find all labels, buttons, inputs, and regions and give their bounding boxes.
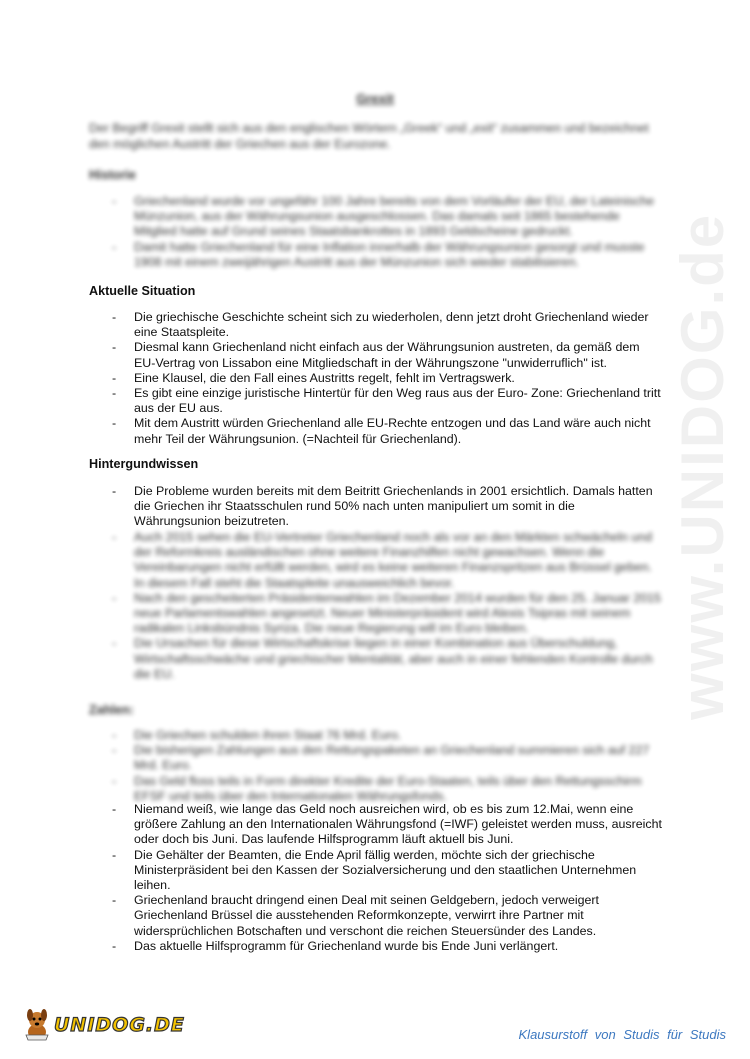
list-item: - Auch 2015 sehen die EU-Vertreter Griechenland noch als vor an den Märkten schwächeln und der Reformkreis ausländischen ohne weitere Finanzhilfen nicht gewachsen. Wenn die Vereinbarungen nicht erfüllt werden, wird es keine weiteren Finanzspritzen aus Brüssel geben. In diesem Fall steht die Staatspleite unausweichlich bevor. bbox=[112, 530, 652, 590]
heading-zahlen: Zahlen: bbox=[89, 703, 134, 717]
heading-aktuelle-situation: Aktuelle Situation bbox=[89, 284, 196, 298]
list-item: - Die Griechen schulden ihren Staat 76 Mrd. Euro. bbox=[112, 728, 402, 742]
list-item: - Die Gehälter der Beamten, die Ende April fällig werden, möchte sich der griechische Ministerpräsident bei den Kassen der Sozialversicherung und den staatlichen Unternehmen leihen. bbox=[112, 847, 637, 893]
list-item: - Die Ursachen für diese Wirtschaftskrise liegen in einer Kombination aus Überschuldung, Wirtschaftsschwäche und griechischer Mentalität, aber auch in einer fehlenden Kontrolle durch die EU. bbox=[112, 636, 653, 681]
zahlen-list bbox=[89, 802, 664, 954]
logo-text: UNIDOG.DE bbox=[54, 1014, 185, 1036]
aktuelle-situation-list bbox=[89, 310, 664, 447]
unidog-logo[interactable] bbox=[24, 1008, 185, 1042]
list-item: - Die Probleme wurden bereits mit dem Beitritt Griechenlands in 2001 ersichtlich. Damals hatten die Griechen ihr Staatsschulen rund 50% nach unten manipuliert um somit in die Währungsunion beizutreten. bbox=[112, 484, 653, 529]
zahlen-blurred-list bbox=[89, 728, 664, 804]
heading-historie: Historie bbox=[89, 168, 136, 182]
list-item: - Es gibt eine einzige juristische Hintertür für den Weg raus aus der Euro- Zone: Griechenland tritt aus der EU aus. bbox=[112, 386, 661, 416]
intro-paragraph: Der Begriff Grexit stellt sich aus den englischen Wörtern „Greek“ und „exit“ zusammen und bezeichnet den möglichen Austritt der Griechen aus der Eurozone. bbox=[89, 121, 649, 151]
hintergrundwissen-list bbox=[89, 484, 664, 530]
list-item: - Mit dem Austritt würden Griechenland alle EU-Rechte entzogen und das Land wäre auch nicht mehr Teil der Währungsunion. (=Nachteil für Griechenland). bbox=[112, 416, 651, 446]
list-item: - Die griechische Geschichte scheint sich zu wiederholen, denn jetzt droht Griechenland wieder eine Staatspleite. bbox=[112, 310, 649, 340]
list-item: - Nach den gescheiterten Präsidentenwahlen im Dezember 2014 wurden für den 25. Januar 2015 neue Parlamentswahlen angesetzt. Neuer Ministerpräsident wird Alexis Tsipras mit seinem radikalen Linksbündnis Syriza. Die neue Regierung will im Euro bleiben. bbox=[112, 590, 661, 636]
list-item: - Damit hatte Griechenland für eine Inflation innerhalb der Währungsunion gesorgt und musste 1908 mit einem zweijährigen Austritt aus der Münzunion sich wieder stabilisieren. bbox=[112, 239, 645, 269]
list-item: - Griechenland wurde vor ungefähr 100 Jahre bereits von dem Vorläufer der EU, der Lateinische Münzunion, aus der Währungsunion ausgeschlossen. Das damals seit 1865 bestehende Mitglied hatte auf Grund seines Staatsbankrottes in 1893 Geldscheine gedruckt. bbox=[112, 194, 655, 239]
dog-mascot-icon bbox=[24, 1008, 52, 1042]
list-item: - Niemand weiß, wie lange das Geld noch ausreichen wird, ob es bis zum 12.Mai, wenn eine größere Zahlung an den Internationalen Währungsfond (=IWF) geleistet werden muss, ausreicht oder doch bis Juni. Das laufende Hilfsprogramm läuft aktuell bis Juni. bbox=[112, 802, 662, 847]
historie-list bbox=[89, 194, 664, 270]
list-item: - Das aktuelle Hilfsprogramm für Griechenland wurde bis Ende Juni verlängert. bbox=[112, 938, 559, 953]
hintergrundwissen-blurred-list bbox=[89, 530, 664, 682]
list-item: - Die bisherigen Zahlungen aus den Rettungspaketen an Griechenland summieren sich auf 227 Mrd. Euro. bbox=[112, 743, 650, 773]
list-item: - Diesmal kann Griechenland nicht einfach aus der Währungsunion austreten, da gemäß dem EU-Vertrag von Lissabon eine Mitgliedschaft in der Währungszone "unwiderruflich" ist. bbox=[112, 340, 640, 370]
document-title: Grexit bbox=[356, 91, 394, 106]
list-item: - Griechenland braucht dringend einen Deal mit seinen Geldgebern, jedoch verweigert Griechenland Brüssel die ausstehenden Reformkonzepte, verwirrt ihre Partner mit widersprüchlichen Botschaften und verschont die reichen Steuersünder des Landes. bbox=[112, 893, 599, 938]
watermark: www.UNIDOG.de bbox=[669, 212, 736, 720]
footer-tagline: Klausurstoff von Studis für Studis bbox=[518, 1027, 726, 1042]
list-item: - Das Geld floss teils in Form direkter Kredite der Euro-Staaten, teils über den Rettungsschirm EFSF und teils über den Internationalen Währungsfonds. bbox=[112, 773, 642, 803]
heading-hintergrundwissen: Hintergundwissen bbox=[89, 457, 199, 471]
list-item: - Eine Klausel, die den Fall eines Austritts regelt, fehlt im Vertragswerk. bbox=[112, 370, 515, 385]
